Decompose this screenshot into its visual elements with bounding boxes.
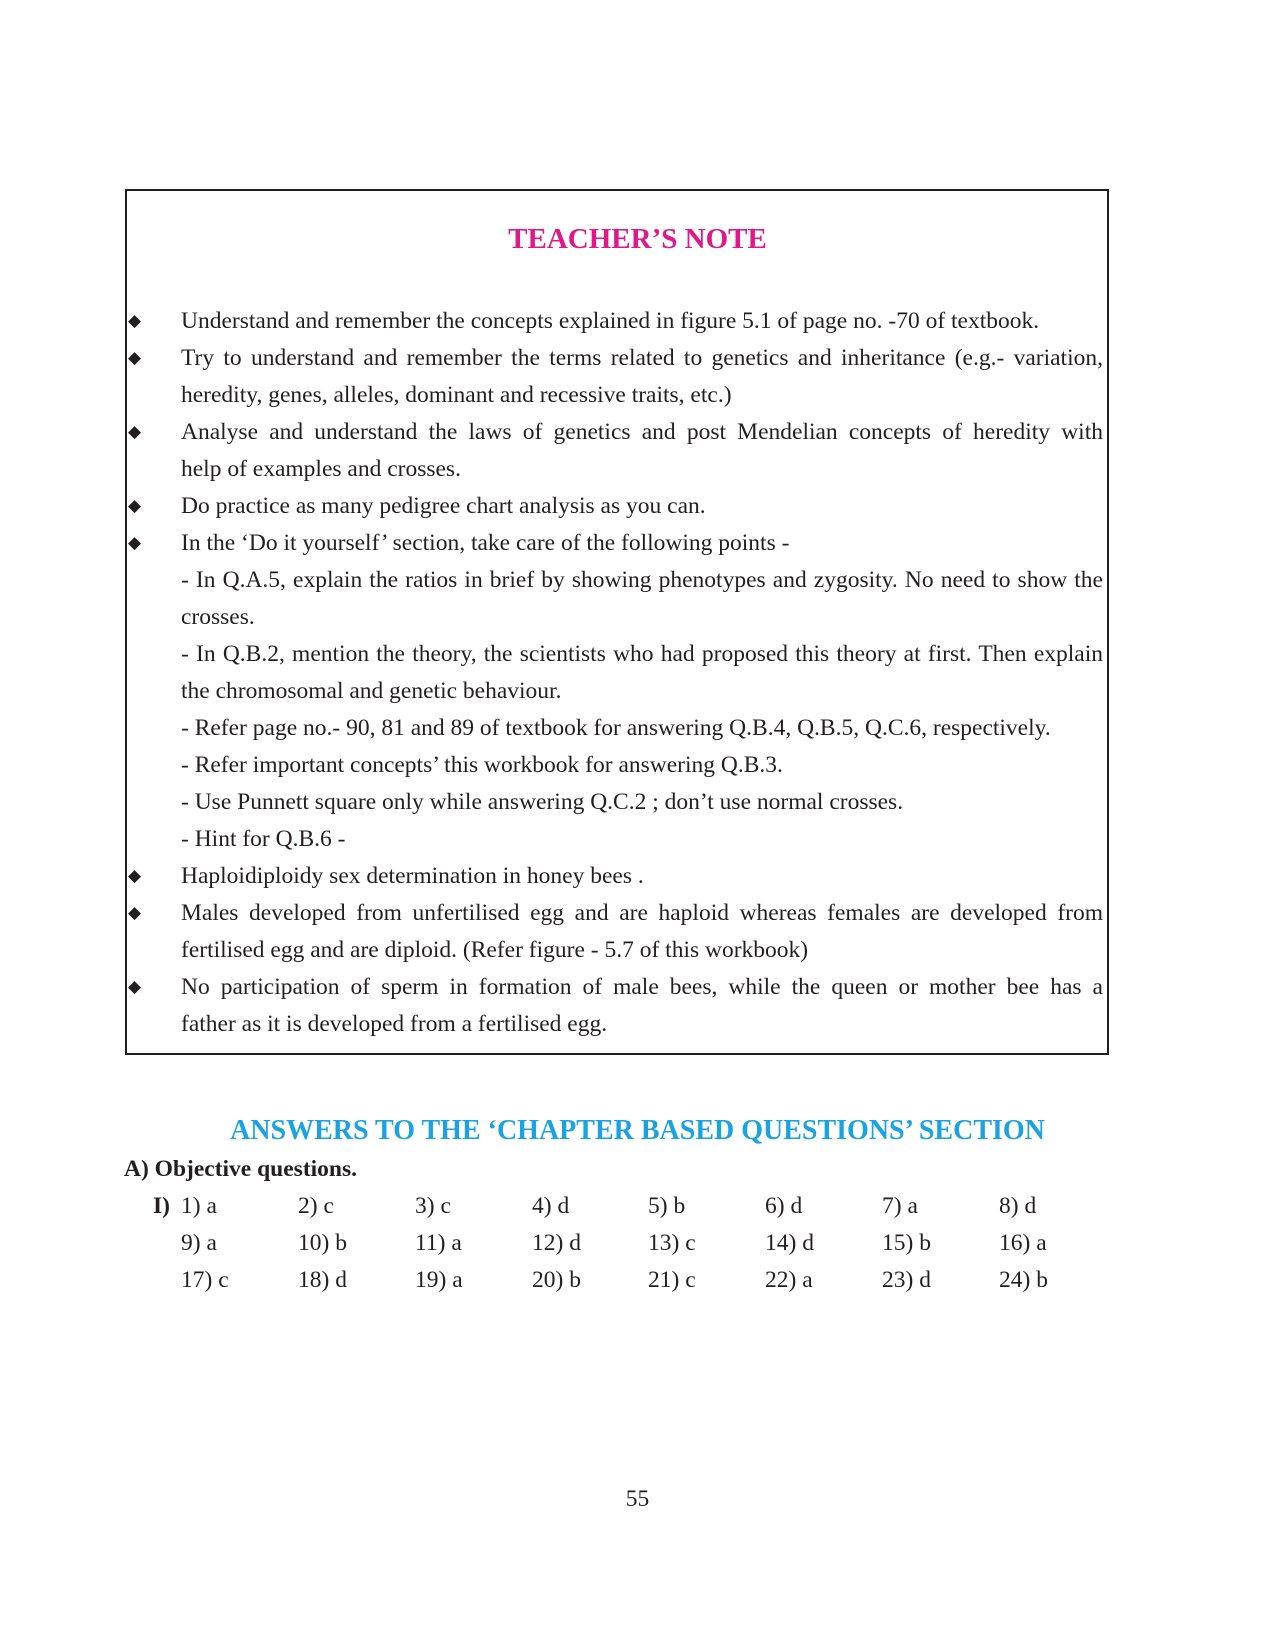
answer-item: 8) d: [999, 1193, 1037, 1219]
diamond-bullet-icon: ◆: [128, 311, 142, 330]
note-line: - Refer important concepts’ this workbook for answering Q.B.3.: [181, 752, 783, 778]
answer-item: 3) c: [415, 1193, 451, 1219]
note-line: No participation of sperm in formation of male bees, while the queen or mother bee has a: [181, 974, 1103, 1000]
note-line: Try to understand and remember the terms related to genetics and inheritance (e.g.- variation,: [181, 345, 1103, 371]
objective-questions-heading: A) Objective questions.: [124, 1156, 358, 1182]
answer-item: 19) a: [415, 1267, 463, 1293]
answer-item: 17) c: [181, 1267, 229, 1293]
note-line: father as it is developed from a fertilised egg.: [181, 1011, 608, 1037]
diamond-bullet-icon: ◆: [128, 422, 142, 441]
note-line: Haploidiploidy sex determination in honey bees .: [181, 863, 644, 889]
answer-item: 2) c: [298, 1193, 334, 1219]
note-line: Do practice as many pedigree chart analysis as you can.: [181, 493, 706, 519]
note-line: Understand and remember the concepts explained in figure 5.1 of page no. -70 of textbook.: [181, 308, 1040, 334]
diamond-bullet-icon: ◆: [128, 977, 142, 996]
answer-item: 20) b: [532, 1267, 581, 1293]
note-line: fertilised egg and are diploid. (Refer figure - 5.7 of this workbook): [181, 937, 809, 963]
answer-item: 14) d: [765, 1230, 814, 1256]
answer-item: 6) d: [765, 1193, 803, 1219]
answer-item: 23) d: [882, 1267, 931, 1293]
answer-item: 16) a: [999, 1230, 1047, 1256]
diamond-bullet-icon: ◆: [128, 866, 142, 885]
answers-section-title: ANSWERS TO THE ‘CHAPTER BASED QUESTIONS’ SECTION: [230, 1115, 1045, 1146]
note-line: In the ‘Do it yourself’ section, take care of the following points -: [181, 530, 790, 556]
note-line: help of examples and crosses.: [181, 456, 461, 482]
note-line: Analyse and understand the laws of genetics and post Mendelian concepts of heredity with: [181, 419, 1103, 445]
note-line: crosses.: [181, 604, 255, 630]
note-line: - In Q.A.5, explain the ratios in brief by showing phenotypes and zygosity. No need to show the: [181, 567, 1103, 593]
answer-item: 1) a: [181, 1193, 217, 1219]
answer-item: 13) c: [648, 1230, 696, 1256]
note-line: - Refer page no.- 90, 81 and 89 of textbook for answering Q.B.4, Q.B.5, Q.C.6, respectively.: [181, 715, 1051, 741]
answer-item: 18) d: [298, 1267, 347, 1293]
answer-item: 11) a: [415, 1230, 462, 1256]
diamond-bullet-icon: ◆: [128, 496, 142, 515]
answer-item: 12) d: [532, 1230, 581, 1256]
answer-item: 21) c: [648, 1267, 696, 1293]
teacher-note-title: TEACHER’S NOTE: [508, 223, 767, 255]
note-line: Males developed from unfertilised egg and are haploid whereas females are developed from: [181, 900, 1103, 926]
note-line: - In Q.B.2, mention the theory, the scientists who had proposed this theory at first. Then explain: [181, 641, 1103, 667]
note-line: - Use Punnett square only while answering Q.C.2 ; don’t use normal crosses.: [181, 789, 904, 815]
answer-item: 15) b: [882, 1230, 931, 1256]
answer-group-label: I): [153, 1193, 170, 1219]
answer-item: 4) d: [532, 1193, 570, 1219]
answer-item: 22) a: [765, 1267, 813, 1293]
diamond-bullet-icon: ◆: [128, 348, 142, 367]
answer-item: 9) a: [181, 1230, 217, 1256]
answer-item: 7) a: [882, 1193, 918, 1219]
answer-item: 10) b: [298, 1230, 347, 1256]
note-line: the chromosomal and genetic behaviour.: [181, 678, 562, 704]
diamond-bullet-icon: ◆: [128, 903, 142, 922]
answer-item: 24) b: [999, 1267, 1048, 1293]
diamond-bullet-icon: ◆: [128, 533, 142, 552]
note-line: heredity, genes, alleles, dominant and recessive traits, etc.): [181, 382, 732, 408]
page-number: 55: [625, 1486, 650, 1512]
note-line: - Hint for Q.B.6 -: [181, 826, 346, 852]
answer-item: 5) b: [648, 1193, 686, 1219]
